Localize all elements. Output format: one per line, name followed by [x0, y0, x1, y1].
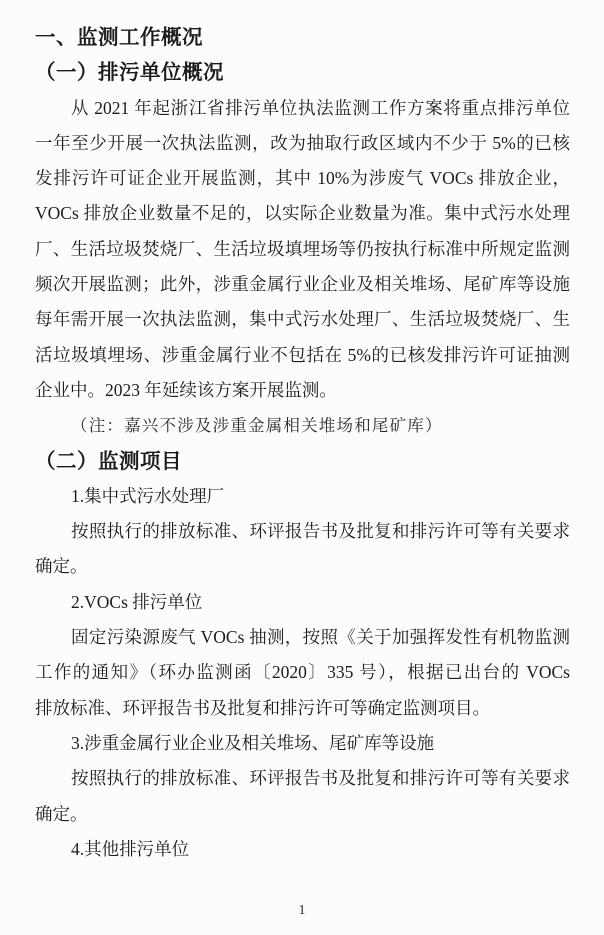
body-line: VOCs 排放企业数量不足的，以实际企业数量为准。集中式污水处理 [35, 203, 570, 224]
body-line: 频次开展监测；此外，涉重金属行业企业及相关堆场、尾矿库等设施 [35, 274, 570, 295]
body-line: 发排污许可证企业开展监测，其中 10%为涉废气 VOCs 排放企业， [35, 168, 570, 189]
body-line: 按照执行的排放标准、环评报告书及批复和排污许可等有关要求 [71, 521, 570, 542]
note-line: （注：嘉兴不涉及涉重金属相关堆场和尾矿库） [71, 416, 443, 436]
body-line: 一年至少开展一次执法监测，改为抽取行政区域内不少于 5%的已核 [35, 132, 570, 153]
subsection-heading: （二）监测项目 [35, 449, 182, 473]
body-line: 每年需开展一次执法监测，集中式污水处理厂、生活垃圾焚烧厂、生 [35, 309, 570, 330]
body-line: 厂、生活垃圾焚烧厂、生活垃圾填埋场等仍按执行标准中所规定监测 [35, 238, 570, 259]
body-line: 活垃圾填埋场、涉重金属行业不包括在 5%的已核发排污许可证抽测 [35, 344, 570, 365]
body-line: 2.VOCs 排污单位 [71, 591, 203, 612]
body-line: 确定。 [35, 556, 88, 577]
body-line: 1.集中式污水处理厂 [71, 485, 225, 506]
body-line: 工作的通知》（环办监测函〔2020〕335 号），根据已出台的 VOCs [35, 662, 570, 683]
body-line: 3.涉重金属行业企业及相关堆场、尾矿库等设施 [71, 732, 435, 753]
subsection-heading: （一）排污单位概况 [35, 61, 224, 85]
body-line: 4.其他排污单位 [71, 838, 190, 859]
section-heading: 一、监测工作概况 [35, 26, 203, 49]
page-footer [0, 901, 604, 919]
body-line: 排放标准、环评报告书及批复和排污许可等确定监测项目。 [35, 697, 490, 718]
page-number: 1 [298, 902, 306, 917]
body-line: 确定。 [35, 803, 88, 824]
body-line: 固定污染源废气 VOCs 抽测，按照《关于加强挥发性有机物监测 [71, 627, 570, 648]
body-line: 从 2021 年起浙江省排污单位执法监测工作方案将重点排污单位 [71, 97, 570, 118]
body-line: 按照执行的排放标准、环评报告书及批复和排污许可等有关要求 [71, 768, 570, 789]
body-line: 企业中。2023 年延续该方案开展监测。 [35, 379, 337, 400]
